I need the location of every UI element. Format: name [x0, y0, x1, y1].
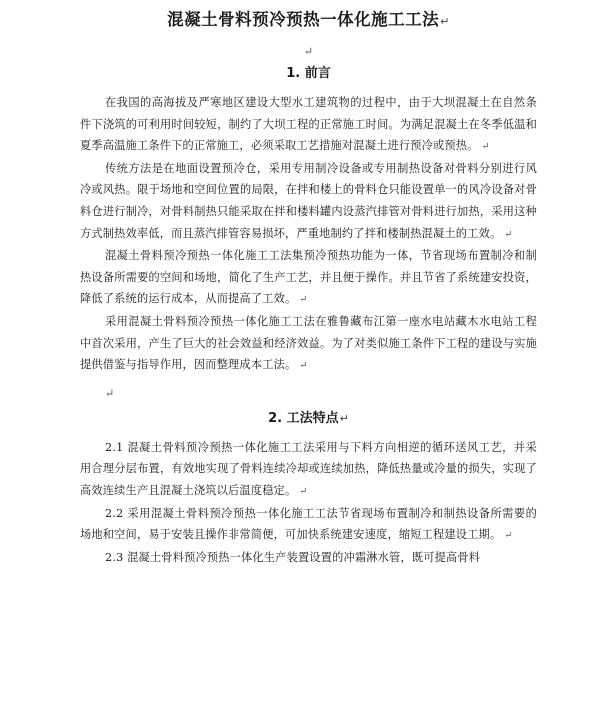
section-heading-features [80, 407, 537, 431]
paragraph-text: 采用混凝土骨料预冷预热一体化施工工法在雅鲁藏布江第一座水电站藏木水电站工程中首次采用，产生了巨大的社会效益和经济效益。为了对类似施工条件下工程的建设与实施提供借鉴与指导作用，因而整理成本工法。 [80, 314, 537, 372]
paragraph-mark-icon: ↵ [299, 485, 308, 497]
document-title [80, 8, 537, 32]
document-title-text: 混凝土骨料预冷预热一体化施工工法 [167, 10, 440, 29]
body-paragraph [80, 437, 537, 503]
body-paragraph [80, 158, 537, 245]
paragraph-text: 混凝土骨料预冷预热一体化施工工法集预冷预热功能为一体，节省现场布置制冷和制热设备所需要的空间和场地，简化了生产工艺，并且便于操作。并且节省了系统建安投资，降低了系统的运行成本，从而提高了工效。 [80, 249, 537, 306]
paragraph-text: 2.3 混凝土骨料预冷预热一体化生产装置设置的冲霜淋水管，既可提高骨料 [105, 550, 481, 564]
paragraph-mark-icon: ↵ [504, 228, 513, 240]
section-heading-text: 1. 前言 [286, 66, 331, 81]
section-heading-preface [80, 62, 537, 86]
paragraph-mark-icon: ↵ [440, 15, 450, 28]
paragraph-mark-icon: ↵ [105, 386, 115, 400]
blank-line [80, 32, 537, 62]
paragraph-mark-icon: ↵ [481, 141, 490, 153]
paragraph-text: 2.1 混凝土骨料预冷预热一体化施工工法采用与下料方向相逆的循环送风工艺，并采用合理分层布置，有效地实现了骨料连续冷却或连续加热，降低热量或冷量的损失，实现了高效连续生产且混凝土浇筑以后温度稳定。 [80, 440, 537, 497]
body-paragraph [80, 503, 537, 547]
paragraph-mark-icon: ↵ [303, 45, 314, 58]
body-paragraph [80, 547, 537, 569]
paragraph-mark-icon: ↵ [339, 411, 349, 425]
paragraph-text: 2.2 采用混凝土骨料预冷预热一体化施工工法节省现场布置制冷和制热设备所需要的场地和空间，易于安装且操作非常简便，可加快系统建安速度，缩短工程建设工期。 [80, 506, 537, 542]
paragraph-mark-icon: ↵ [504, 530, 513, 542]
blank-line [80, 377, 537, 407]
body-paragraph [80, 92, 537, 158]
paragraph-text: 传统方法是在地面设置预冷仓，采用专用制冷设备或专用制热设备对骨料分别进行风冷或风热。限于场地和空间位置的局限，在拌和楼上的骨料仓只能设置单一的风冷设备对骨料仓进行制冷，对骨料制热只能采取在拌和楼料罐内设蒸汽排管对骨料进行加热，采用这种方式制热效率低，而且蒸汽排管容易损坏，严重地制约了拌和楼制热混凝土的工效。 [80, 161, 537, 240]
paragraph-text: 在我国的高海拔及严寒地区建设大型水工建筑物的过程中，由于大坝混凝土在自然条件下浇筑的可利用时间较短，制约了大坝工程的正常施工时间。为满足混凝土在冬季低温和夏季高温施工条件下的正常施工，必须采取工艺措施对混凝土进行预冷或预热。 [80, 96, 537, 153]
body-paragraph [80, 245, 537, 311]
body-paragraph [80, 311, 537, 377]
section-heading-text: 2. 工法特点 [268, 410, 339, 426]
paragraph-mark-icon: ↵ [299, 360, 308, 372]
paragraph-mark-icon: ↵ [299, 294, 308, 306]
